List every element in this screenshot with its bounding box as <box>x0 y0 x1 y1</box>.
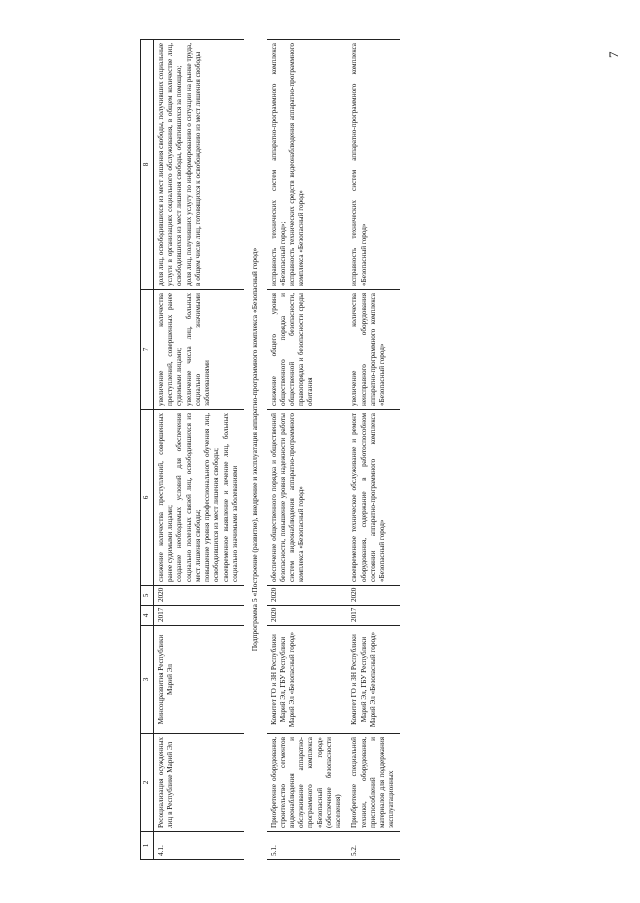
column-number-row <box>141 40 154 860</box>
responsible-executor: Комитет ГО и ЗН Республики Марий Эл, ГБУ Республики Марий Эл «Безопасный город» <box>347 626 400 734</box>
subprogram-title: Подпрограмма 5 «Построение (развитие), внедрение и эксплуатация аппаратно-программного комплекса «Безопасный город» <box>249 247 259 652</box>
start-year: 2017 <box>347 606 400 626</box>
related-indicators: исправность технических систем аппаратно-программного комплекса «Безопасный город» <box>347 40 400 290</box>
measure-name: Приобретение специальной техники, оборудования, приспособлений и материалов для поддержания эксплуатационных <box>347 734 400 832</box>
responsible-executor: Минсоцразвития Республики Марий Эл <box>154 626 244 734</box>
column-header: 2 <box>141 734 154 832</box>
column-header: 6 <box>141 410 154 586</box>
subprogram-heading-row <box>244 40 267 860</box>
column-header: 7 <box>141 290 154 410</box>
column-header: 8 <box>141 40 154 290</box>
rotated-table-container <box>140 40 640 860</box>
start-year: 2017 <box>154 606 244 626</box>
related-indicators: исправность технических систем аппаратно-программного комплекса «Безопасный город»; исправность технических средств видеонаблюдения аппаратно-программного комплекса «Безопасный город» <box>267 40 348 290</box>
row-number: 4.1. <box>154 832 244 860</box>
column-header: 5 <box>141 586 154 606</box>
related-indicators: доля лиц, освободившихся из мест лишения свободы, получивших социальные услуги в организациях социального обслуживания, в общем количестве лиц, освободившихся из мест лишения свободы, обратившихся за помощью; доля лиц, получивших услугу по информированию о ситуации на рынке труда, в общем числе лиц, готовящихся к освобождению из мест лишения свободы <box>154 40 244 290</box>
expected-result: снижение количества преступлений, совершенных ранее судимыми лицами; создание необходимых условий для обеспечения социально полезных связей лиц, освободившихся из мест лишения свободы; повышение уровня профессионального обучения лиц, освободившихся из мест лишения свободы; своевременное выявление и лечение лиц, больных социально значимыми заболеваниями <box>154 410 244 586</box>
column-header: 3 <box>141 626 154 734</box>
column-header: 1 <box>141 832 154 860</box>
start-year: 2020 <box>267 606 348 626</box>
row-number: 5.1. <box>267 832 348 860</box>
end-year: 2020 <box>267 586 348 606</box>
table-row <box>347 40 400 860</box>
table-row <box>154 40 244 860</box>
non-implementation-consequences: снижение общего уровня общественного порядка и общественной безопасности, правопорядка и безопасности среды обитания <box>267 290 348 410</box>
responsible-executor: Комитет ГО и ЗН Республики Марий Эл, ГБУ Республики Марий Эл «Безопасный город» <box>267 626 348 734</box>
measures-table <box>140 39 400 860</box>
non-implementation-consequences: увеличение количества неисправного оборудования аппаратно-программного комплекса «Безопасный город» <box>347 290 400 410</box>
measure-name: Ресоциализация осужденных лиц в Республике Марий Эл <box>154 734 244 832</box>
page-number: 7 <box>606 51 621 58</box>
end-year: 2020 <box>347 586 400 606</box>
row-number: 5.2. <box>347 832 400 860</box>
expected-result: своевременное техническое обслуживание и ремонт оборудования, содержание в работоспособном состоянии аппаратно-программного комплекса «Безопасный город» <box>347 410 400 586</box>
table-row <box>267 40 348 860</box>
non-implementation-consequences: увеличение количества преступлений, совершенных ранее судимыми лицами; увеличение числа лиц, больных социально значимыми заболеваниями <box>154 290 244 410</box>
expected-result: обеспечение общественного порядка и общественной безопасности, повышение уровня надежности работы систем видеонаблюдения аппаратно-программного комплекса «Безопасный город» <box>267 410 348 586</box>
column-header: 4 <box>141 606 154 626</box>
end-year: 2020 <box>154 586 244 606</box>
measure-name: Приобретение оборудования, строительство сегментов видеонаблюдения и обслуживание аппаратно-программного комплекса «Безопасный город» (обеспечение безопасности населения) <box>267 734 348 832</box>
